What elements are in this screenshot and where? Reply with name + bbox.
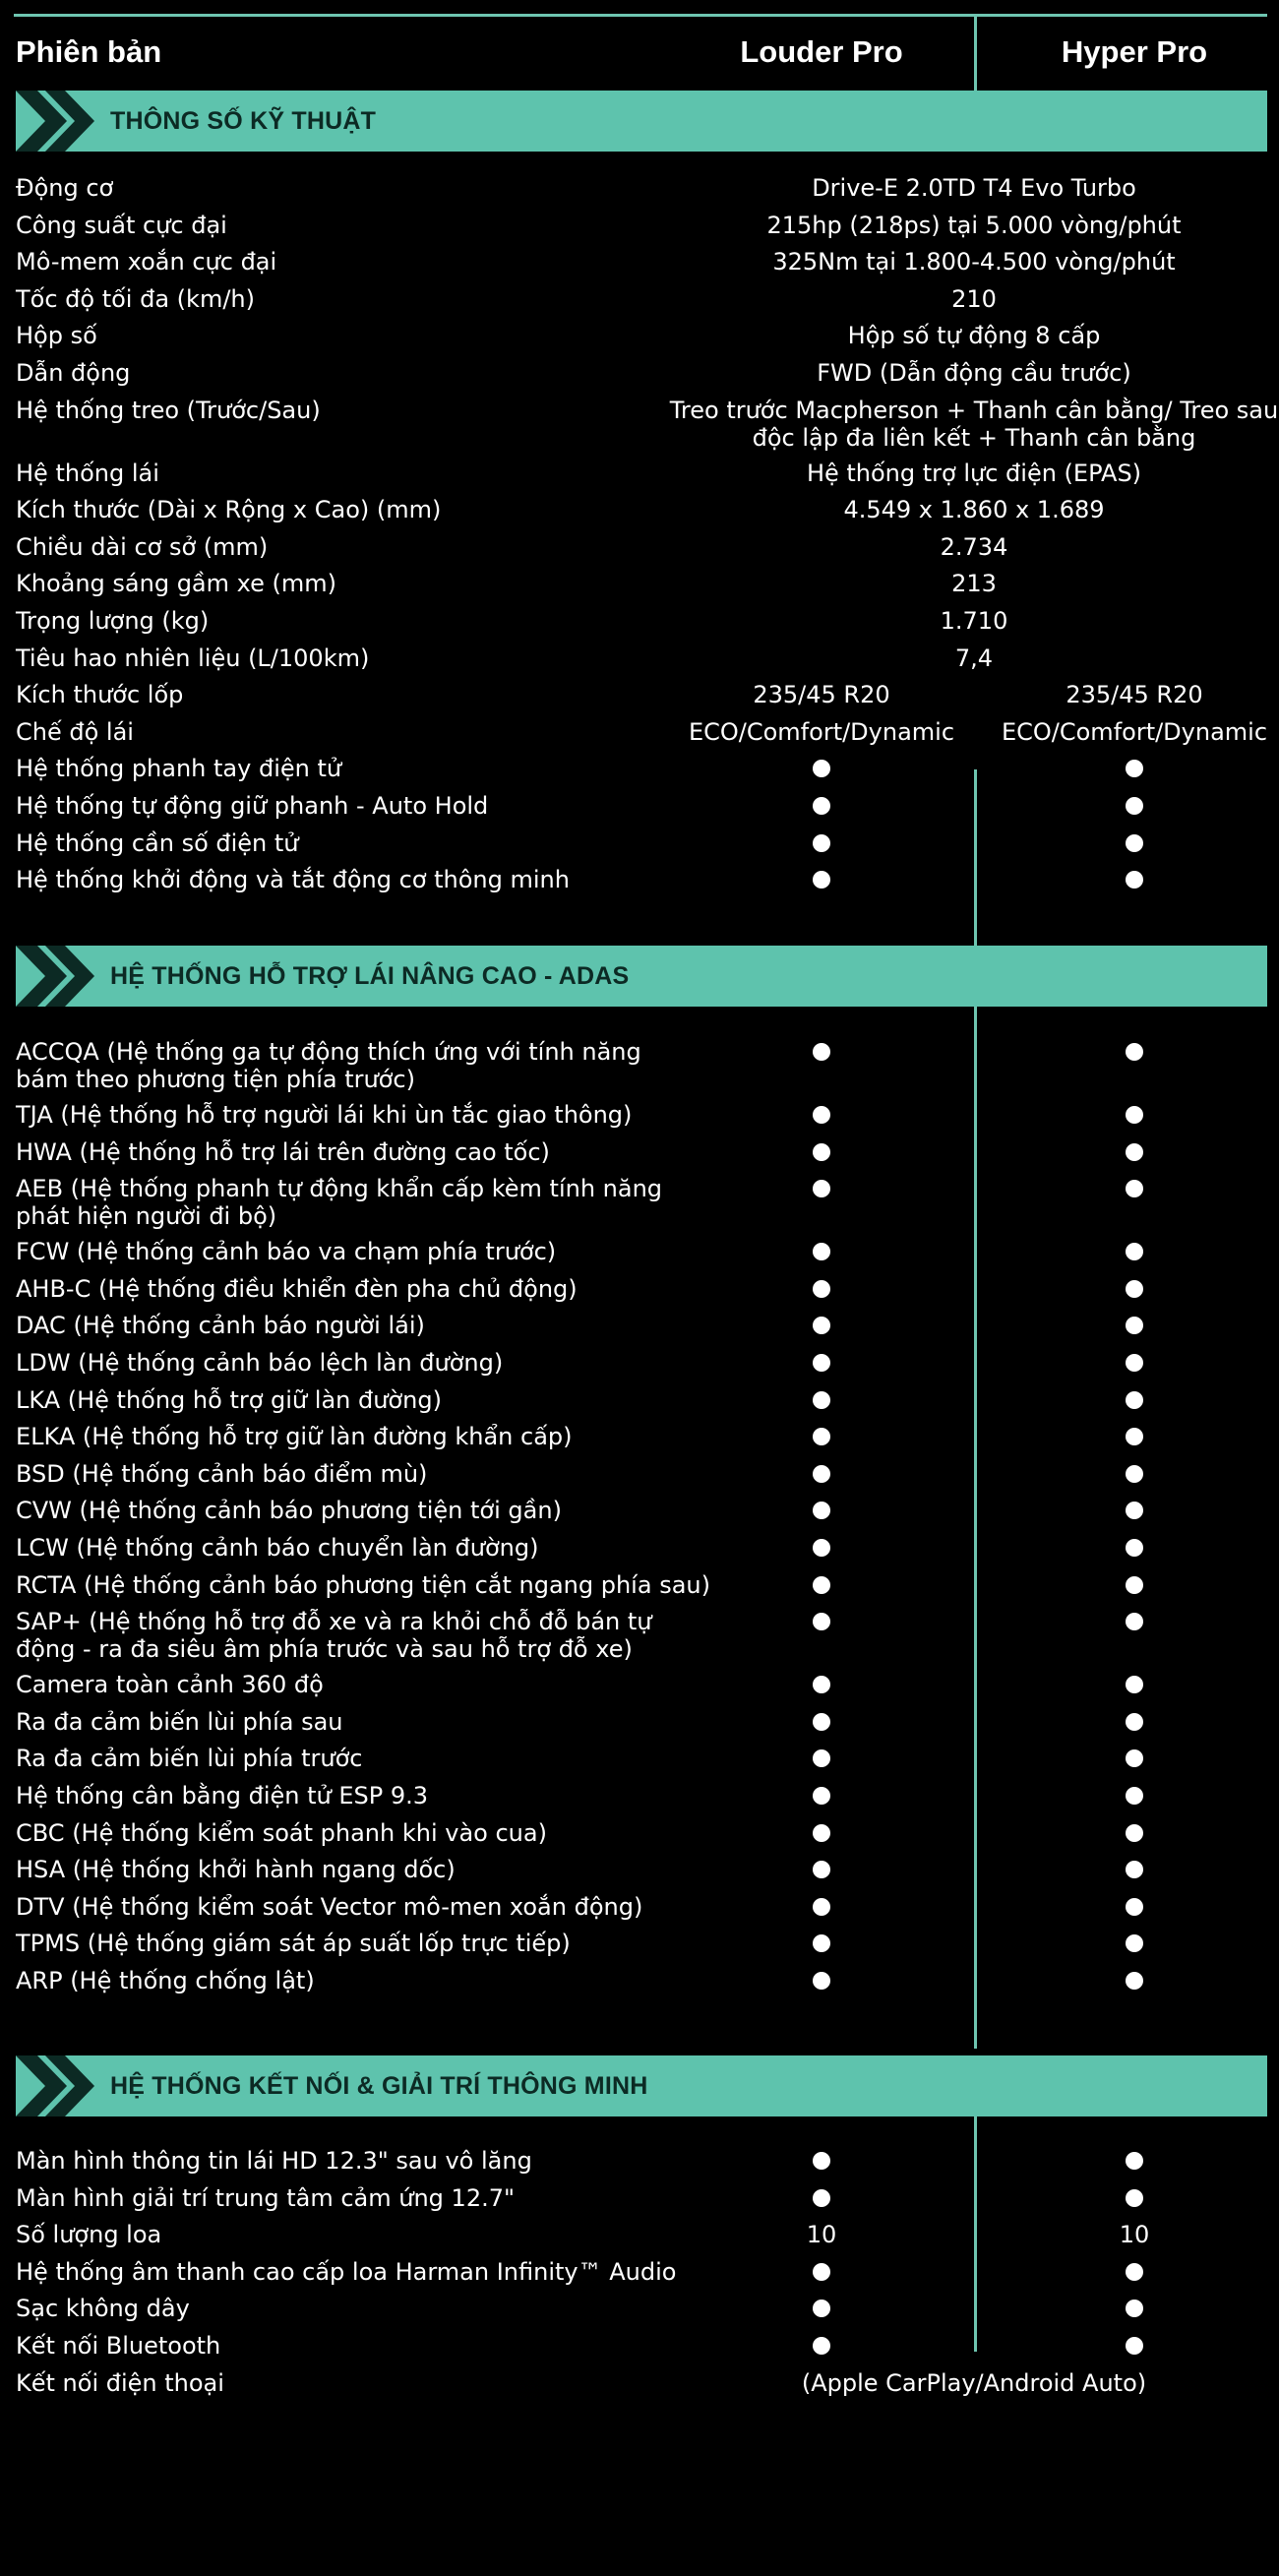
table-row bbox=[0, 397, 1279, 460]
row-value-shared: FWD (Dẫn động cầu trước) bbox=[817, 358, 1131, 387]
louder-pro-included bbox=[664, 2332, 979, 2361]
louder-pro-included bbox=[664, 1930, 979, 1958]
louder-pro-value: ECO/Comfort/Dynamic bbox=[688, 717, 955, 746]
row-label: AHB-C (Hệ thống điều khiển đèn pha chủ động) bbox=[16, 1274, 578, 1303]
louder-pro-included bbox=[664, 1967, 979, 1995]
row-value-shared: Treo trước Macpherson + Thanh cân bằng/ Treo sau độc lập đa liên kết + Thanh cân bằng bbox=[669, 396, 1279, 452]
table-row bbox=[0, 248, 1279, 285]
section-band-infotainment bbox=[16, 2055, 1267, 2116]
louder-pro-included bbox=[664, 1671, 979, 1699]
hyper-pro-included bbox=[977, 1460, 1279, 1489]
table-row bbox=[0, 644, 1279, 682]
included-dot-icon bbox=[1126, 2152, 1143, 2170]
included-dot-icon bbox=[813, 1713, 830, 1731]
table-row bbox=[0, 2221, 1279, 2258]
included-dot-icon bbox=[1126, 1934, 1143, 1952]
table-row bbox=[0, 1138, 1279, 1176]
table-row bbox=[0, 460, 1279, 497]
included-dot-icon bbox=[813, 1354, 830, 1372]
row-label: CVW (Hệ thống cảnh báo phương tiện tới gần) bbox=[16, 1497, 562, 1525]
row-label: Kết nối điện thoại bbox=[16, 2368, 224, 2397]
louder-pro-included bbox=[664, 1819, 979, 1848]
row-label: RCTA (Hệ thống cảnh báo phương tiện cắt ngang phía sau) bbox=[16, 1570, 710, 1599]
table-row bbox=[0, 1497, 1279, 1534]
row-label: HSA (Hệ thống khởi hành ngang dốc) bbox=[16, 1856, 456, 1884]
included-dot-icon bbox=[813, 760, 830, 777]
table-row bbox=[0, 1856, 1279, 1893]
row-label: Hệ thống treo (Trước/Sau) bbox=[16, 396, 321, 424]
table-row bbox=[0, 2295, 1279, 2332]
included-dot-icon bbox=[813, 871, 830, 889]
hyper-pro-value: 10 bbox=[1119, 2221, 1150, 2249]
included-dot-icon bbox=[1126, 1824, 1143, 1842]
hyper-pro-included bbox=[977, 1893, 1279, 1922]
table-row bbox=[0, 1460, 1279, 1498]
included-dot-icon bbox=[813, 1428, 830, 1445]
hyper-pro-included bbox=[977, 1175, 1279, 1203]
included-dot-icon bbox=[1126, 1972, 1143, 1990]
included-dot-icon bbox=[1126, 2337, 1143, 2355]
row-label: Hệ thống lái bbox=[16, 459, 159, 487]
hyper-pro-included bbox=[977, 1745, 1279, 1773]
hyper-pro-included bbox=[977, 2332, 1279, 2361]
double-chevron-icon bbox=[16, 2055, 94, 2116]
included-dot-icon bbox=[1126, 1749, 1143, 1767]
row-label: Màn hình giải trí trung tâm cảm ứng 12.7" bbox=[16, 2183, 516, 2212]
version-label: Phiên bản bbox=[16, 34, 162, 69]
table-row bbox=[0, 1893, 1279, 1931]
included-dot-icon bbox=[1126, 760, 1143, 777]
louder-pro-included bbox=[664, 1386, 979, 1415]
hyper-pro-included bbox=[977, 1671, 1279, 1699]
included-dot-icon bbox=[813, 1465, 830, 1483]
row-label: HWA (Hệ thống hỗ trợ lái trên đường cao tốc) bbox=[16, 1137, 550, 1166]
row-label: Ra đa cảm biến lùi phía trước bbox=[16, 1745, 363, 1773]
included-dot-icon bbox=[813, 834, 830, 852]
section-title-tech: THÔNG SỐ KỸ THUẬT bbox=[110, 107, 377, 135]
included-dot-icon bbox=[1126, 1502, 1143, 1519]
row-label: Công suất cực đại bbox=[16, 211, 227, 239]
row-label: CBC (Hệ thống kiểm soát phanh khi vào cua) bbox=[16, 1818, 547, 1847]
included-dot-icon bbox=[813, 1861, 830, 1878]
hyper-pro-included bbox=[977, 2258, 1279, 2287]
hyper-pro-included bbox=[977, 1782, 1279, 1810]
hyper-pro-included bbox=[977, 1101, 1279, 1130]
louder-pro-included bbox=[664, 1038, 979, 1067]
included-dot-icon bbox=[813, 1576, 830, 1594]
hyper-pro-included bbox=[977, 2184, 1279, 2213]
table-row bbox=[0, 1312, 1279, 1349]
row-label: Dẫn động bbox=[16, 358, 131, 387]
row-label: AEB (Hệ thống phanh tự động khẩn cấp kèm tính năng phát hiện người đi bộ) bbox=[16, 1175, 663, 1231]
louder-pro-included bbox=[664, 755, 979, 783]
included-dot-icon bbox=[813, 1613, 830, 1630]
included-dot-icon bbox=[1126, 2300, 1143, 2317]
section-title-adas: HỆ THỐNG HỖ TRỢ LÁI NÂNG CAO - ADAS bbox=[110, 962, 630, 990]
section-band-adas bbox=[16, 946, 1267, 1007]
included-dot-icon bbox=[1126, 1391, 1143, 1409]
table-row bbox=[0, 1708, 1279, 1746]
included-dot-icon bbox=[1126, 1106, 1143, 1124]
table-row bbox=[0, 2184, 1279, 2222]
louder-pro-value: 10 bbox=[806, 2221, 837, 2249]
row-label: Ra đa cảm biến lùi phía sau bbox=[16, 1707, 343, 1736]
row-label: Hộp số bbox=[16, 322, 97, 350]
row-label: Kích thước (Dài x Rộng x Cao) (mm) bbox=[16, 496, 442, 524]
included-dot-icon bbox=[813, 797, 830, 815]
table-row bbox=[0, 755, 1279, 792]
row-value-shared: 4.549 x 1.860 x 1.689 bbox=[843, 496, 1105, 524]
hyper-pro-included bbox=[977, 1608, 1279, 1636]
row-label: Sạc không dây bbox=[16, 2295, 190, 2323]
table-row bbox=[0, 1571, 1279, 1609]
hyper-pro-included bbox=[977, 1238, 1279, 1266]
table-row bbox=[0, 1038, 1279, 1101]
hyper-pro-included bbox=[977, 2295, 1279, 2323]
table-row bbox=[0, 1175, 1279, 1238]
louder-pro-included bbox=[664, 2184, 979, 2213]
hyper-pro-included bbox=[977, 1967, 1279, 1995]
hyper-pro-included bbox=[977, 2147, 1279, 2176]
included-dot-icon bbox=[1126, 1676, 1143, 1693]
table-row bbox=[0, 1534, 1279, 1571]
table-row bbox=[0, 2332, 1279, 2369]
louder-pro-included bbox=[664, 1893, 979, 1922]
table-row bbox=[0, 792, 1279, 829]
table-row bbox=[0, 1238, 1279, 1275]
louder-pro-included bbox=[664, 2295, 979, 2323]
included-dot-icon bbox=[1126, 1280, 1143, 1298]
row-value-shared: Drive-E 2.0TD T4 Evo Turbo bbox=[812, 174, 1136, 202]
hyper-pro-included bbox=[977, 1819, 1279, 1848]
table-row bbox=[0, 607, 1279, 644]
louder-pro-included bbox=[664, 1782, 979, 1810]
louder-pro-included bbox=[664, 2147, 979, 2176]
row-label: Tốc độ tối đa (km/h) bbox=[16, 284, 255, 313]
included-dot-icon bbox=[813, 1824, 830, 1842]
louder-pro-included bbox=[664, 1138, 979, 1167]
spec-table-tech bbox=[0, 174, 1279, 903]
table-row bbox=[0, 174, 1279, 212]
included-dot-icon bbox=[1126, 1043, 1143, 1061]
row-label: Màn hình thông tin lái HD 12.3" sau vô lăng bbox=[16, 2147, 532, 2175]
included-dot-icon bbox=[1126, 2189, 1143, 2207]
hyper-pro-included bbox=[977, 755, 1279, 783]
table-row bbox=[0, 1930, 1279, 1967]
hyper-pro-included bbox=[977, 1497, 1279, 1525]
row-value-shared: Hộp số tự động 8 cấp bbox=[847, 322, 1101, 350]
included-dot-icon bbox=[813, 1043, 830, 1061]
included-dot-icon bbox=[1126, 1354, 1143, 1372]
row-label: Trọng lượng (kg) bbox=[16, 606, 210, 635]
included-dot-icon bbox=[813, 1934, 830, 1952]
louder-pro-included bbox=[664, 1745, 979, 1773]
table-row bbox=[0, 681, 1279, 718]
table-row bbox=[0, 1608, 1279, 1671]
row-label: Số lượng loa bbox=[16, 2221, 162, 2249]
included-dot-icon bbox=[813, 1143, 830, 1161]
row-label: Camera toàn cảnh 360 độ bbox=[16, 1671, 324, 1699]
included-dot-icon bbox=[1126, 1898, 1143, 1916]
louder-pro-included bbox=[664, 866, 979, 894]
table-row bbox=[0, 1745, 1279, 1782]
included-dot-icon bbox=[813, 2337, 830, 2355]
included-dot-icon bbox=[1126, 1428, 1143, 1445]
row-label: FCW (Hệ thống cảnh báo va chạm phía trước) bbox=[16, 1238, 557, 1266]
table-row bbox=[0, 1967, 1279, 2004]
hyper-pro-value: ECO/Comfort/Dynamic bbox=[1001, 717, 1268, 746]
row-label: Hệ thống phanh tay điện tử bbox=[16, 755, 342, 783]
included-dot-icon bbox=[1126, 1861, 1143, 1878]
row-label: LKA (Hệ thống hỗ trợ giữ làn đường) bbox=[16, 1385, 442, 1414]
table-row bbox=[0, 322, 1279, 359]
table-row bbox=[0, 866, 1279, 903]
column-header-louder-pro: Louder Pro bbox=[740, 34, 903, 69]
included-dot-icon bbox=[1126, 797, 1143, 815]
row-value-shared: 210 bbox=[951, 284, 997, 313]
louder-pro-included bbox=[664, 1608, 979, 1636]
spec-table-adas bbox=[0, 1038, 1279, 2003]
hyper-pro-included bbox=[977, 1312, 1279, 1340]
row-label: Kết nối Bluetooth bbox=[16, 2331, 221, 2360]
table-row bbox=[0, 1101, 1279, 1138]
louder-pro-included bbox=[664, 1856, 979, 1884]
row-label: Hệ thống cân bằng điện tử ESP 9.3 bbox=[16, 1781, 429, 1809]
hyper-pro-included bbox=[977, 792, 1279, 821]
table-row bbox=[0, 285, 1279, 323]
hyper-pro-included bbox=[977, 1534, 1279, 1563]
included-dot-icon bbox=[813, 1749, 830, 1767]
included-dot-icon bbox=[1126, 1613, 1143, 1630]
table-row bbox=[0, 1819, 1279, 1857]
table-row bbox=[0, 496, 1279, 533]
row-label: DTV (Hệ thống kiểm soát Vector mô-men xoắn động) bbox=[16, 1892, 643, 1921]
louder-pro-included bbox=[664, 1275, 979, 1304]
hyper-pro-included bbox=[977, 1349, 1279, 1378]
hyper-pro-included bbox=[977, 866, 1279, 894]
table-row bbox=[0, 2369, 1279, 2407]
row-value-shared: (Apple CarPlay/Android Auto) bbox=[801, 2368, 1147, 2397]
spec-table-infotainment bbox=[0, 2147, 1279, 2406]
included-dot-icon bbox=[813, 1898, 830, 1916]
row-label: ACCQA (Hệ thống ga tự động thích ứng với tính năng bám theo phương tiện phía trước) bbox=[16, 1038, 641, 1093]
louder-pro-included bbox=[664, 1101, 979, 1130]
row-label: Kích thước lốp bbox=[16, 681, 184, 709]
double-chevron-icon bbox=[16, 91, 94, 152]
row-label: Hệ thống âm thanh cao cấp loa Harman Infinity™ Audio bbox=[16, 2257, 677, 2286]
included-dot-icon bbox=[1126, 1713, 1143, 1731]
louder-pro-included bbox=[664, 1571, 979, 1600]
row-label: DAC (Hệ thống cảnh báo người lái) bbox=[16, 1312, 425, 1340]
row-label: TJA (Hệ thống hỗ trợ người lái khi ùn tắc giao thông) bbox=[16, 1101, 633, 1129]
included-dot-icon bbox=[813, 1539, 830, 1557]
table-row bbox=[0, 1386, 1279, 1424]
hyper-pro-included bbox=[977, 1856, 1279, 1884]
included-dot-icon bbox=[1126, 1317, 1143, 1334]
row-value-shared: 2.734 bbox=[940, 532, 1008, 561]
row-label: Hệ thống tự động giữ phanh - Auto Hold bbox=[16, 791, 489, 820]
table-row bbox=[0, 1671, 1279, 1708]
included-dot-icon bbox=[813, 2189, 830, 2207]
included-dot-icon bbox=[1126, 1576, 1143, 1594]
table-row bbox=[0, 533, 1279, 571]
column-header-hyper-pro: Hyper Pro bbox=[1061, 34, 1208, 69]
louder-pro-included bbox=[664, 792, 979, 821]
hyper-pro-included bbox=[977, 1386, 1279, 1415]
table-row bbox=[0, 2258, 1279, 2296]
louder-pro-included bbox=[664, 1423, 979, 1451]
row-value-shared: 1.710 bbox=[940, 606, 1008, 635]
included-dot-icon bbox=[1126, 871, 1143, 889]
included-dot-icon bbox=[813, 1280, 830, 1298]
hyper-pro-value: 235/45 R20 bbox=[1066, 681, 1203, 709]
row-value-shared: 7,4 bbox=[954, 644, 994, 672]
included-dot-icon bbox=[813, 1391, 830, 1409]
table-row bbox=[0, 718, 1279, 756]
included-dot-icon bbox=[813, 1317, 830, 1334]
row-label: LDW (Hệ thống cảnh báo lệch làn đường) bbox=[16, 1348, 504, 1377]
included-dot-icon bbox=[1126, 1539, 1143, 1557]
louder-pro-included bbox=[664, 1460, 979, 1489]
row-label: ELKA (Hệ thống hỗ trợ giữ làn đường khẩn cấp) bbox=[16, 1423, 573, 1451]
row-label: Chế độ lái bbox=[16, 717, 134, 746]
included-dot-icon bbox=[813, 1243, 830, 1260]
hyper-pro-included bbox=[977, 1138, 1279, 1167]
included-dot-icon bbox=[1126, 1180, 1143, 1197]
row-label: Chiều dài cơ sở (mm) bbox=[16, 532, 269, 561]
louder-pro-included bbox=[664, 829, 979, 858]
column-divider-header bbox=[974, 14, 977, 91]
louder-pro-included bbox=[664, 1497, 979, 1525]
table-row bbox=[0, 212, 1279, 249]
row-label: BSD (Hệ thống cảnh báo điểm mù) bbox=[16, 1459, 428, 1488]
table-row bbox=[0, 1423, 1279, 1460]
included-dot-icon bbox=[813, 1972, 830, 1990]
table-row bbox=[0, 2147, 1279, 2184]
table-row bbox=[0, 829, 1279, 867]
included-dot-icon bbox=[813, 1106, 830, 1124]
louder-pro-included bbox=[664, 1708, 979, 1737]
section-band-tech bbox=[16, 91, 1267, 152]
row-value-shared: 325Nm tại 1.800-4.500 vòng/phút bbox=[772, 248, 1176, 276]
louder-pro-included bbox=[664, 1312, 979, 1340]
row-label: Hệ thống cần số điện tử bbox=[16, 828, 299, 857]
top-divider bbox=[14, 14, 1267, 17]
included-dot-icon bbox=[1126, 1243, 1143, 1260]
included-dot-icon bbox=[813, 2263, 830, 2281]
section-title-infotainment: HỆ THỐNG KẾT NỐI & GIẢI TRÍ THÔNG MINH bbox=[110, 2072, 648, 2100]
hyper-pro-included bbox=[977, 1038, 1279, 1067]
louder-pro-included bbox=[664, 1534, 979, 1563]
included-dot-icon bbox=[813, 1676, 830, 1693]
included-dot-icon bbox=[813, 1502, 830, 1519]
hyper-pro-included bbox=[977, 1423, 1279, 1451]
louder-pro-value: 235/45 R20 bbox=[753, 681, 890, 709]
double-chevron-icon bbox=[16, 946, 94, 1007]
included-dot-icon bbox=[1126, 2263, 1143, 2281]
included-dot-icon bbox=[813, 1787, 830, 1805]
table-row bbox=[0, 359, 1279, 397]
included-dot-icon bbox=[813, 2152, 830, 2170]
louder-pro-included bbox=[664, 2258, 979, 2287]
louder-pro-included bbox=[664, 1349, 979, 1378]
hyper-pro-included bbox=[977, 1275, 1279, 1304]
included-dot-icon bbox=[1126, 1465, 1143, 1483]
included-dot-icon bbox=[1126, 1143, 1143, 1161]
included-dot-icon bbox=[1126, 1787, 1143, 1805]
row-label: Mô-mem xoắn cực đại bbox=[16, 248, 277, 276]
table-row bbox=[0, 570, 1279, 607]
row-label: LCW (Hệ thống cảnh báo chuyển làn đường) bbox=[16, 1533, 539, 1562]
row-label: Khoảng sáng gầm xe (mm) bbox=[16, 570, 336, 598]
hyper-pro-included bbox=[977, 1571, 1279, 1600]
included-dot-icon bbox=[813, 2300, 830, 2317]
row-label: TPMS (Hệ thống giám sát áp suất lốp trực tiếp) bbox=[16, 1930, 571, 1958]
table-row bbox=[0, 1275, 1279, 1313]
louder-pro-included bbox=[664, 1175, 979, 1203]
hyper-pro-included bbox=[977, 1930, 1279, 1958]
hyper-pro-included bbox=[977, 1708, 1279, 1737]
louder-pro-included bbox=[664, 1238, 979, 1266]
row-label: Tiêu hao nhiên liệu (L/100km) bbox=[16, 644, 370, 672]
row-value-shared: 215hp (218ps) tại 5.000 vòng/phút bbox=[766, 211, 1182, 239]
row-value-shared: 213 bbox=[951, 570, 997, 598]
row-label: ARP (Hệ thống chống lật) bbox=[16, 1966, 315, 1994]
hyper-pro-included bbox=[977, 829, 1279, 858]
table-row bbox=[0, 1349, 1279, 1386]
row-label: SAP+ (Hệ thống hỗ trợ đỗ xe và ra khỏi chỗ đỗ bán tự động - ra đa siêu âm phía trước và sau hỗ trợ đỗ xe) bbox=[16, 1608, 652, 1664]
row-value-shared: Hệ thống trợ lực điện (EPAS) bbox=[806, 459, 1142, 487]
included-dot-icon bbox=[813, 1180, 830, 1197]
included-dot-icon bbox=[1126, 834, 1143, 852]
row-label: Động cơ bbox=[16, 174, 114, 202]
table-row bbox=[0, 1782, 1279, 1819]
row-label: Hệ thống khởi động và tắt động cơ thông minh bbox=[16, 866, 570, 894]
